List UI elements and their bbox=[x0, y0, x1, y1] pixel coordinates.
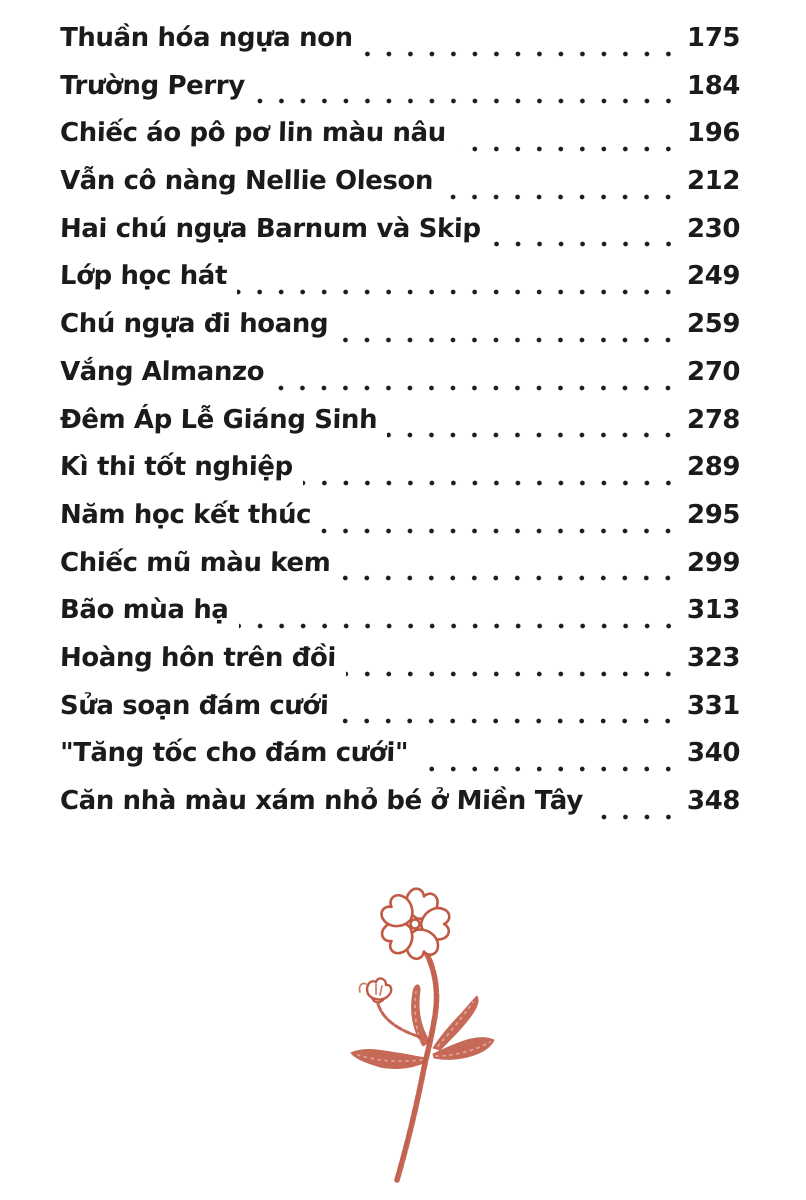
chapter-title: Hoàng hôn trên đồi bbox=[59, 642, 337, 673]
page-number: 184 bbox=[686, 70, 741, 101]
chapter-title: Đêm Áp Lễ Giáng Sinh bbox=[59, 404, 378, 435]
toc-entry bbox=[60, 500, 740, 548]
toc-entry bbox=[60, 595, 740, 643]
chapter-title: Sửa soạn đám cưới bbox=[59, 690, 329, 721]
chapter-title: Kì thi tốt nghiệp bbox=[59, 452, 294, 483]
toc-entry bbox=[60, 548, 740, 596]
chapter-title: Trường Perry bbox=[59, 70, 246, 101]
flower-head bbox=[378, 886, 450, 960]
dot-leader bbox=[321, 500, 681, 548]
dot-leader bbox=[491, 214, 681, 262]
toc-entry bbox=[60, 357, 740, 405]
chapter-title: "Tăng tốc cho đám cưới" bbox=[59, 738, 409, 769]
flower-bud bbox=[359, 978, 420, 1037]
page-number: 230 bbox=[686, 213, 741, 244]
toc-entry bbox=[60, 786, 740, 834]
chapter-title: Năm học kết thúc bbox=[59, 499, 312, 530]
page-number: 249 bbox=[686, 261, 741, 292]
chapter-title: Vẫn cô nàng Nellie Oleson bbox=[59, 166, 434, 197]
toc-entry bbox=[60, 452, 740, 500]
page-number: 313 bbox=[686, 595, 741, 626]
toc-entry bbox=[60, 691, 740, 739]
toc-entry bbox=[60, 166, 740, 214]
dot-leader bbox=[237, 261, 681, 309]
toc-entry bbox=[60, 405, 740, 453]
dot-leader bbox=[338, 691, 680, 739]
dot-leader bbox=[338, 309, 681, 357]
page-number: 289 bbox=[686, 452, 741, 483]
toc-entry bbox=[60, 23, 740, 71]
table-of-contents bbox=[60, 23, 740, 834]
page-number: 340 bbox=[686, 738, 741, 769]
dot-leader bbox=[443, 166, 681, 214]
page-number: 331 bbox=[686, 690, 741, 721]
dot-leader bbox=[456, 118, 681, 166]
dot-leader bbox=[346, 643, 681, 691]
dot-leader bbox=[418, 738, 681, 786]
flower-art bbox=[351, 886, 494, 1180]
page-number: 196 bbox=[686, 118, 741, 149]
chapter-title: Chiếc mũ màu kem bbox=[59, 547, 331, 578]
toc-entry bbox=[60, 118, 740, 166]
dot-leader bbox=[593, 786, 681, 834]
dot-leader bbox=[363, 23, 681, 71]
dot-leader bbox=[387, 405, 681, 453]
toc-entry bbox=[60, 643, 740, 691]
toc-entry bbox=[60, 214, 740, 262]
chapter-title: Căn nhà màu xám nhỏ bé ở Miền Tây bbox=[59, 786, 584, 816]
chapter-title: Chiếc áo pô pơ lin màu nâu bbox=[59, 118, 447, 149]
dot-leader bbox=[340, 548, 681, 596]
page-number: 212 bbox=[686, 166, 741, 197]
page-number: 175 bbox=[686, 23, 741, 53]
page-number: 323 bbox=[686, 642, 741, 673]
toc-entry bbox=[60, 309, 740, 357]
chapter-title: Lớp học hát bbox=[59, 261, 228, 292]
chapter-title: Bão mùa hạ bbox=[59, 595, 229, 626]
dot-leader bbox=[255, 71, 681, 119]
toc-entry bbox=[60, 738, 740, 786]
page-number: 270 bbox=[686, 356, 741, 387]
toc-entry bbox=[60, 261, 740, 309]
dot-leader bbox=[303, 452, 681, 500]
dot-leader bbox=[239, 595, 681, 643]
chapter-title: Hai chú ngựa Barnum và Skip bbox=[59, 213, 482, 244]
chapter-title: Thuần hóa ngựa non bbox=[59, 23, 354, 53]
page-number: 299 bbox=[686, 547, 741, 578]
page-number: 259 bbox=[686, 309, 741, 340]
flower-sketch-illustration bbox=[330, 872, 570, 1200]
chapter-title: Vắng Almanzo bbox=[59, 356, 265, 387]
page-number: 278 bbox=[686, 404, 741, 435]
toc-entry bbox=[60, 71, 740, 119]
flower-center bbox=[411, 920, 420, 929]
dot-leader bbox=[274, 357, 681, 405]
chapter-title: Chú ngựa đi hoang bbox=[59, 309, 329, 340]
page-number: 295 bbox=[686, 499, 741, 530]
page-number: 348 bbox=[686, 786, 741, 816]
